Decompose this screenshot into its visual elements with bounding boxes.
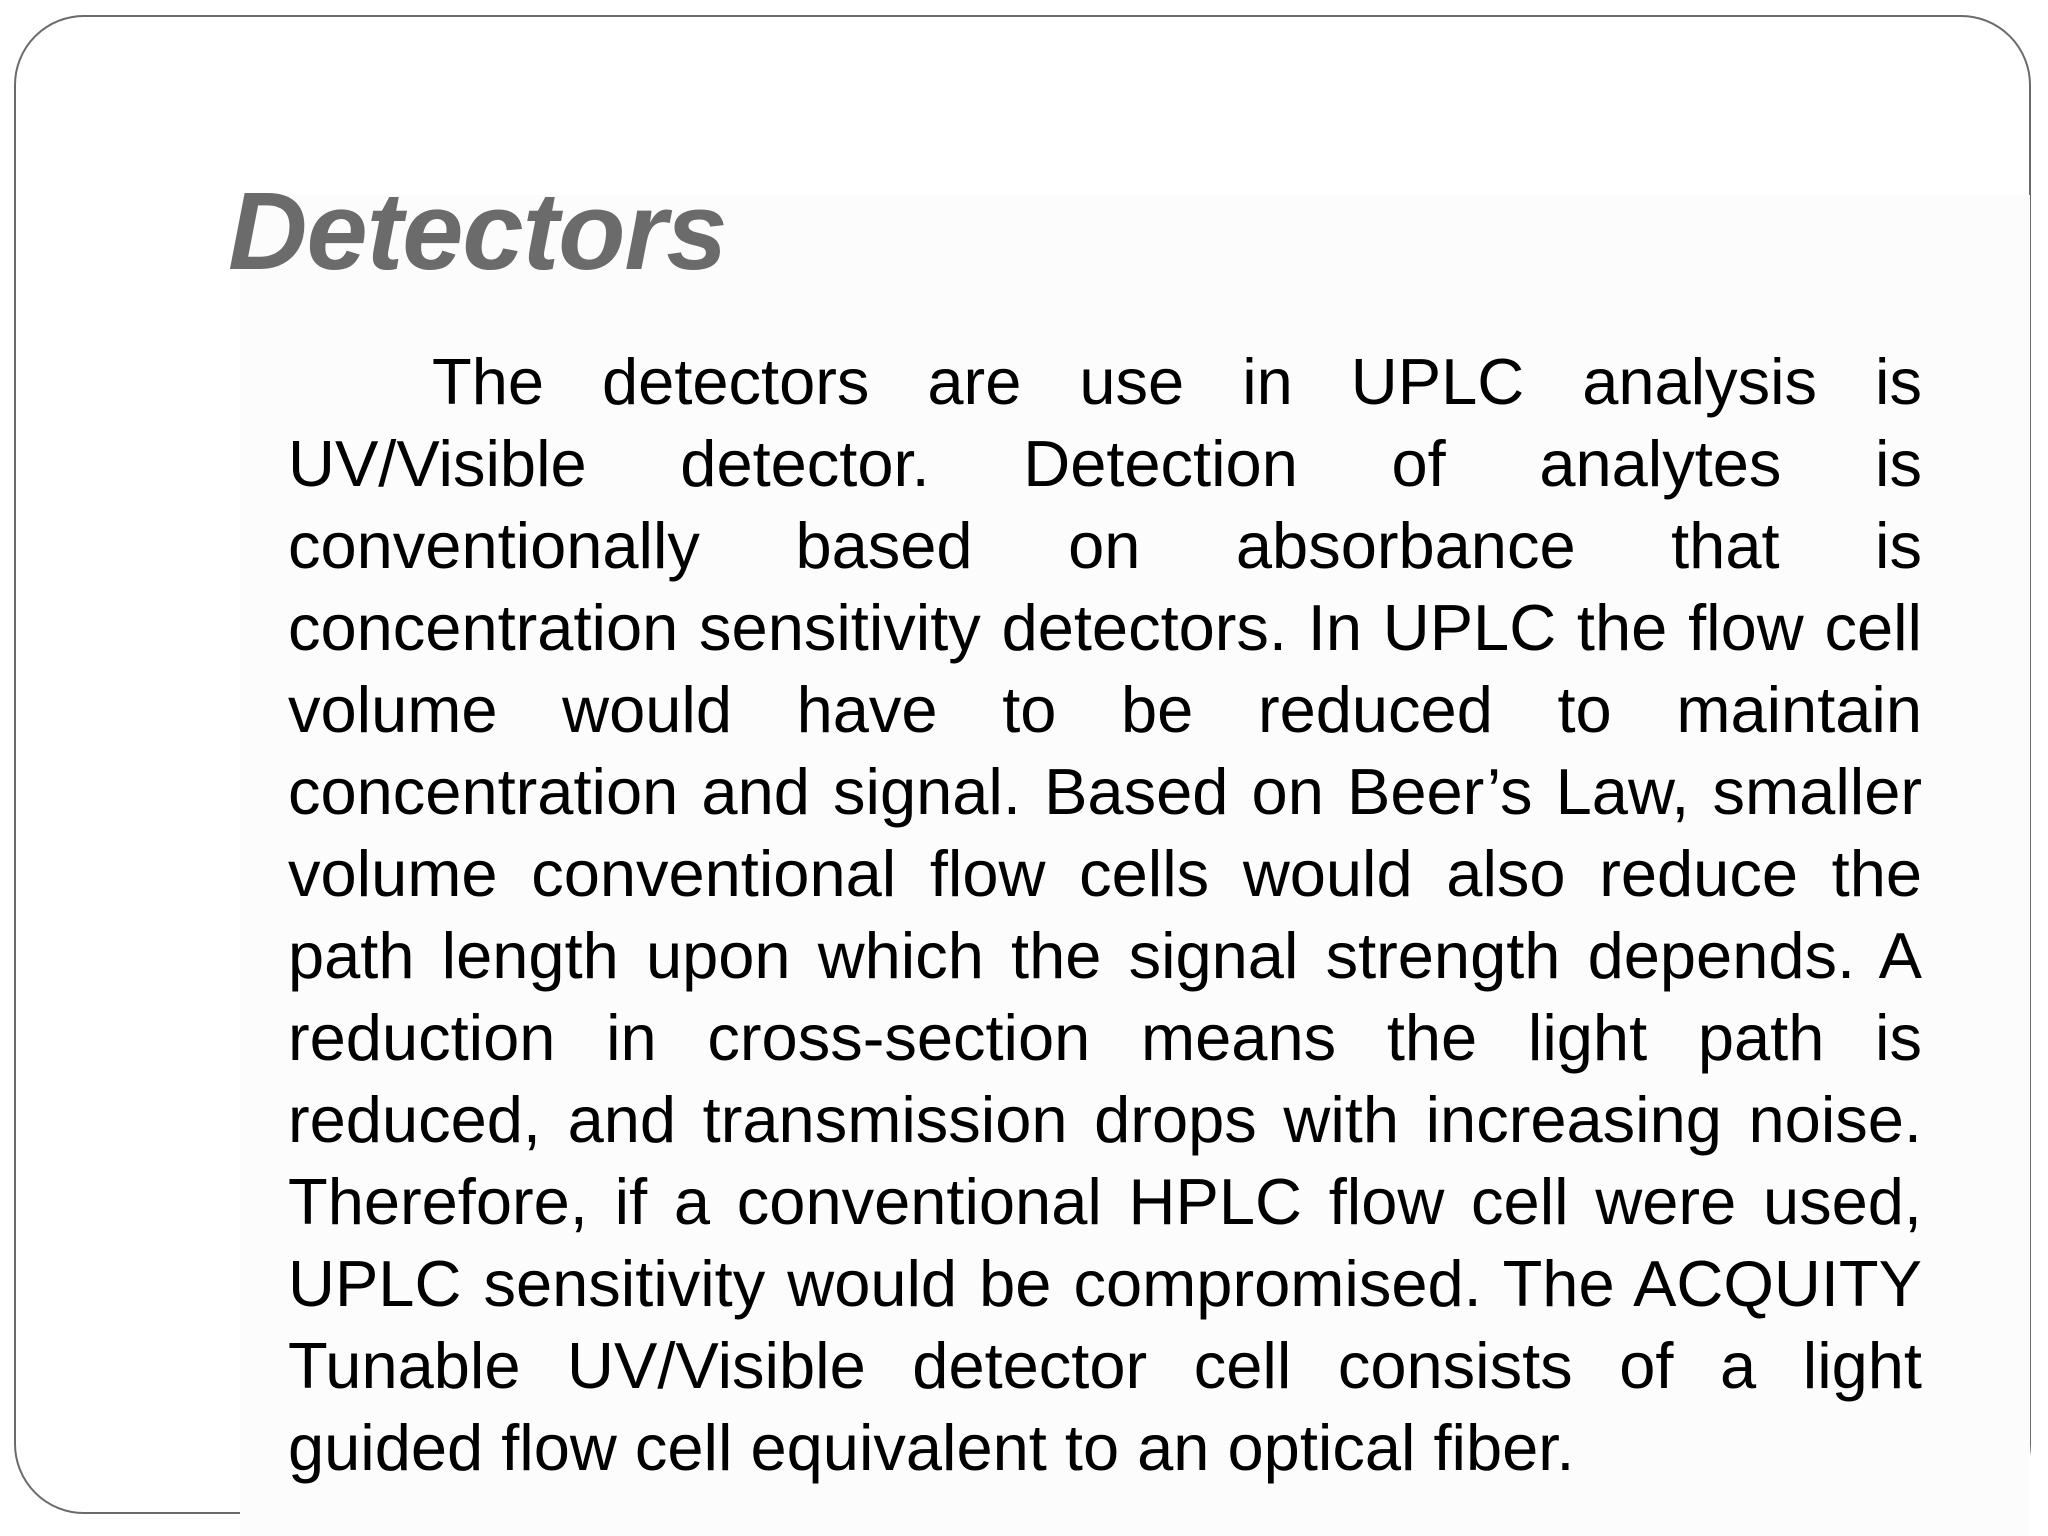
slide-title: Detectors	[228, 170, 727, 293]
slide-body-text: The detectors are use in UPLC analysis is UV/Visible detector. Detection of analytes is conventionally based on absorbance that is concentration sensitivity detectors. In UPLC the flow cell volume would have to be reduced to maintain concentration and signal. Based on Beer’s Law, smaller volume conventional flow cells would also reduce the path length upon which the signal strength depends. A reduction in cross-section means the light path is reduced, and transmission drops with increasing noise. Therefore, if a conventional HPLC flow cell were used, UPLC sensitivity would be compromised. The ACQUITY Tunable UV/Visible detector cell consists of a light guided flow cell equivalent to an optical fiber.	[288, 345, 1922, 1484]
